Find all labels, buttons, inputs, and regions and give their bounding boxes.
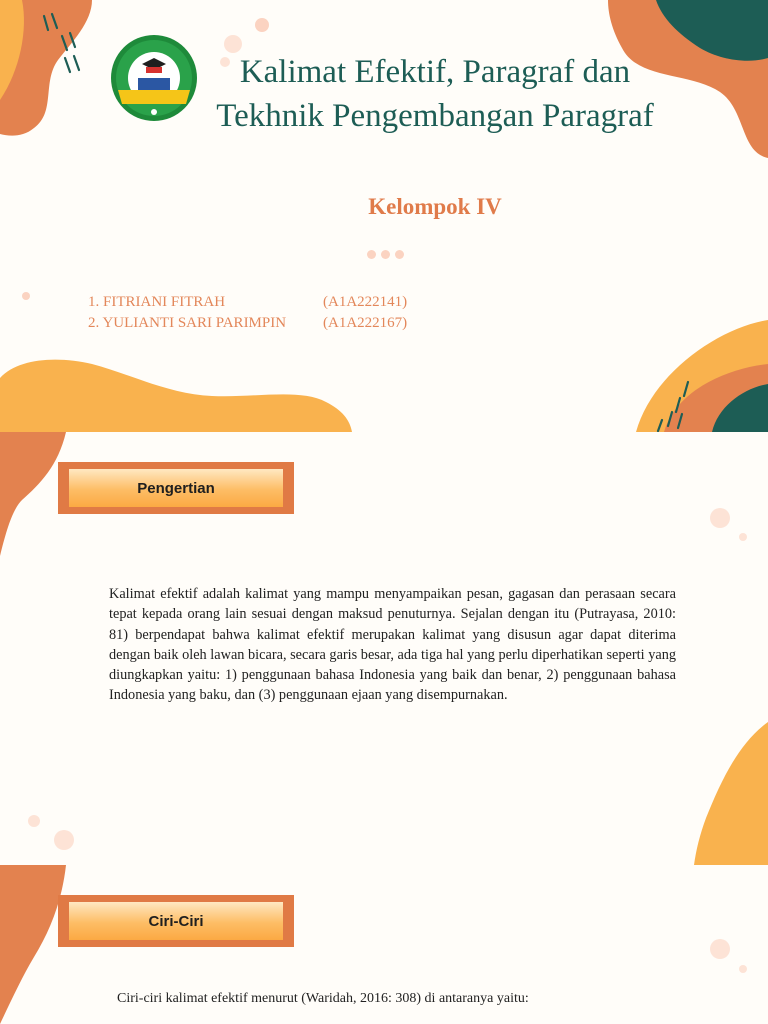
member-item (88, 292, 407, 313)
title-slide (0, 0, 768, 432)
member-name: 1. FITRIANI FITRAH (88, 294, 226, 310)
group-subtitle: Kelompok IV (368, 194, 502, 219)
section-heading-ciri-ciri (58, 895, 294, 947)
university-logo (110, 34, 198, 122)
section-heading-pengertian (58, 462, 294, 514)
decorative-dots (367, 250, 404, 259)
member-item (88, 313, 407, 334)
characteristics-intro: Ciri-ciri kalimat efektif menurut (Waridah, 2016: 308) di antaranya yaitu: (117, 991, 529, 1006)
section-heading-label: Pengertian (69, 469, 283, 507)
member-id: (A1A222167) (323, 315, 408, 331)
definition-slide (0, 432, 768, 865)
slide-title: Kalimat Efektif, Paragraf dan Tekhnik Pengembangan Paragraf (216, 54, 654, 134)
section-heading-label: Ciri-Ciri (69, 902, 283, 940)
member-list (88, 292, 407, 334)
member-name: 2. YULIANTI SARI PARIMPIN (88, 315, 287, 331)
member-id: (A1A222141) (323, 294, 408, 310)
characteristics-slide (0, 865, 768, 1024)
definition-paragraph: Kalimat efektif adalah kalimat yang mampu menyampaikan pesan, gagasan dan perasaan secara tepat kepada orang lain sesuai dengan maksud penuturnya. Sejalan dengan itu (Putrayasa, 2010: 81) berpendapat bahwa kalimat efektif merupakan kalimat yang disusun agar dapat diterima dengan baik oleh lawan bicara, secara garis besar, ada tiga hal yang perlu diperhatikan seperti yang diungkapkan yaitu: 1) penggunaan bahasa Indonesia yang baik dan benar, 2) penggunaan bahasa Indonesia yang baku, dan (3) penggunaan ejaan yang disempurnakan. (109, 586, 676, 704)
